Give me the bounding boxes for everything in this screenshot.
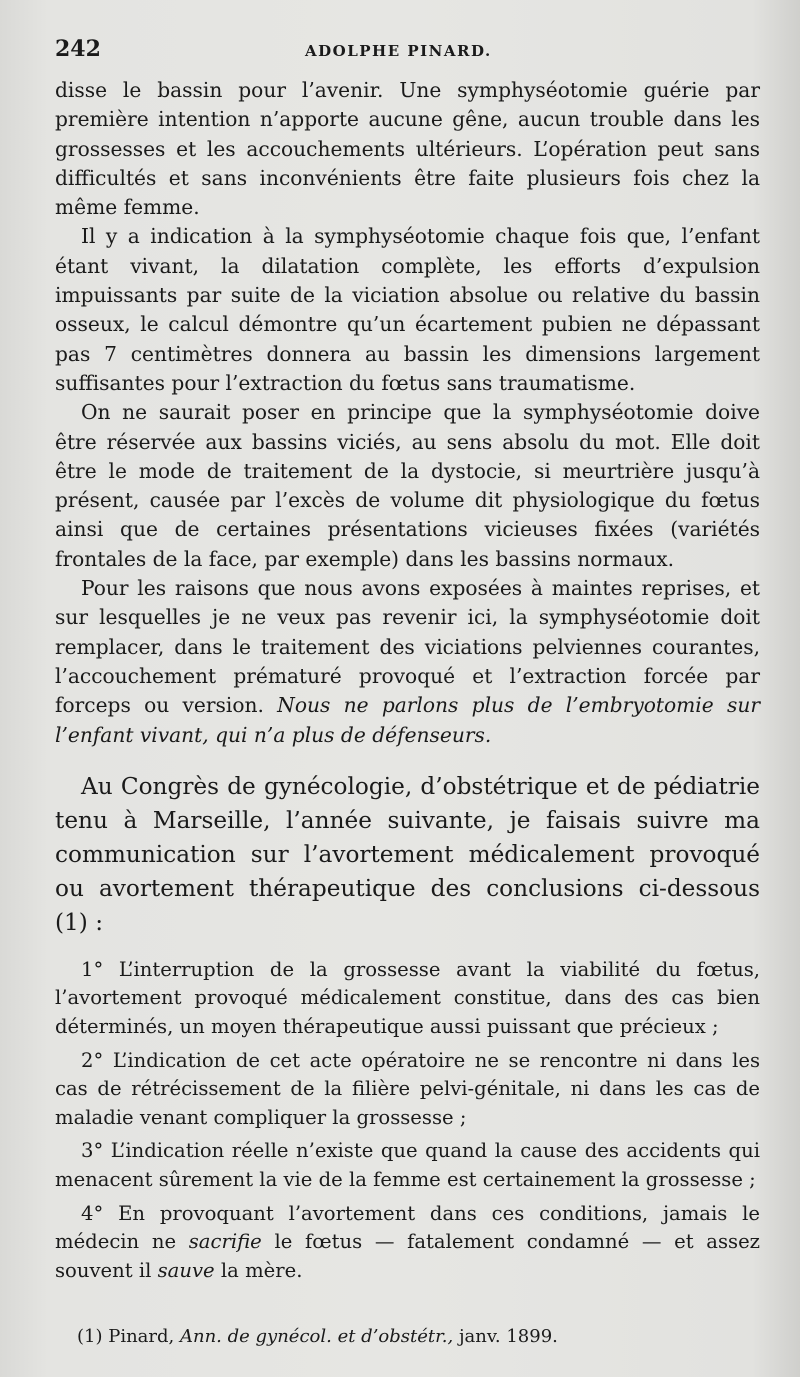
conclusion-3: 3° L’indication réelle n’existe que quand la cause des accidents qui menacent sûrement la vie de la femme est certainement la grossesse ; xyxy=(55,1139,760,1191)
conclusion-4-sauve: sauve xyxy=(157,1258,215,1282)
footnote-journal: Ann. de gynécol. et d’obstétr., xyxy=(180,1326,454,1348)
conclusion-4-part-b: le fœtus — fatalement condamné — et assez souvent il xyxy=(55,1230,760,1282)
paragraph-3: On ne saurait poser en principe que la symphyséotomie doive être réservée aux bassins viciés, au sens absolu du mot. Elle doit être le mode de traitement de la dystocie, si meurtrière jusqu’à présent, causée par l’excès de volume dit physiologique du fœtus ainsi que de certaines présentations vicieuses fixées (variétés frontales de la face, par exemple) dans les bassins normaux. xyxy=(55,400,760,571)
conclusion-2: 2° L’indication de cet acte opératoire ne se rencontre ni dans les cas de rétrécissement de la filière pelvi-génitale, ni dans les cas de maladie venant compliquer la grossesse ; xyxy=(55,1048,760,1129)
conclusion-4 xyxy=(55,1200,760,1286)
paragraph-4-text: Pour les raisons que nous avons exposées à maintes reprises, et sur lesquelles je ne veux pas revenir ici, la symphyséotomie doit remplacer, dans le traitement des viciations pelviennes courantes, l’accouchement prématuré provoqué et l’extraction forcée par forceps ou version. xyxy=(55,576,760,718)
body-text xyxy=(55,76,760,750)
conclusion-4-sacrifie: sacrifie xyxy=(188,1230,262,1254)
conclusion-4-part-a: 4° En provoquant l’avortement dans ces conditions, jamais le médecin ne xyxy=(55,1201,760,1254)
conclusion-1: 1° L’interruption de la grossesse avant la viabilité du fœtus, l’avortement provoqué médicalement constitue, dans des cas bien déterminés, un moyen thérapeutique aussi puissant que précieux ; xyxy=(55,957,760,1039)
page-number: 242 xyxy=(55,36,101,62)
congress-intro-text: Au Congrès de gynécologie, d’obstétrique et de pédiatrie tenu à Marseille, l’année suivante, je faisais suivre ma communication sur l’avortement médicalement provoqué ou avortement thérapeutique des conclusions ci-dessous (1) : xyxy=(55,772,760,936)
running-head: ADOLPHE PINARD. xyxy=(305,42,492,60)
paragraph-4 xyxy=(55,574,760,750)
conclusion-4-part-c: la mère. xyxy=(220,1258,303,1282)
paragraph-1: disse le bassin pour l’avenir. Une symphyséotomie guérie par première intention n’apporte aucune gêne, aucun trouble dans les grossesses et les accouchements ultérieurs. L’opération peut sans difficultés et sans inconvénients être faite plusieurs fois chez la même femme. xyxy=(55,78,760,220)
paragraph-4-italic: Nous ne parlons plus de l’embryotomie sur l’enfant vivant, qui n’a plus de défenseurs. xyxy=(55,693,760,747)
footnote-date: janv. 1899. xyxy=(458,1326,558,1348)
paragraph-2: Il y a indication à la symphyséotomie chaque fois que, l’enfant étant vivant, la dilatation complète, les efforts d’expulsion impuissants par suite de la viciation absolue ou relative du bassin osseux, le calcul démontre qu’un écartement pubien ne dépassant pas 7 centimètres donnera au bassin les dimensions largement suffisantes pour l’extraction du fœtus sans traumatisme. xyxy=(55,224,760,395)
congress-intro xyxy=(55,770,760,940)
page-header xyxy=(55,36,760,72)
footnote-marker: (1) Pinard, xyxy=(77,1326,175,1348)
conclusions-list xyxy=(55,956,760,1286)
footnote xyxy=(55,1325,760,1349)
